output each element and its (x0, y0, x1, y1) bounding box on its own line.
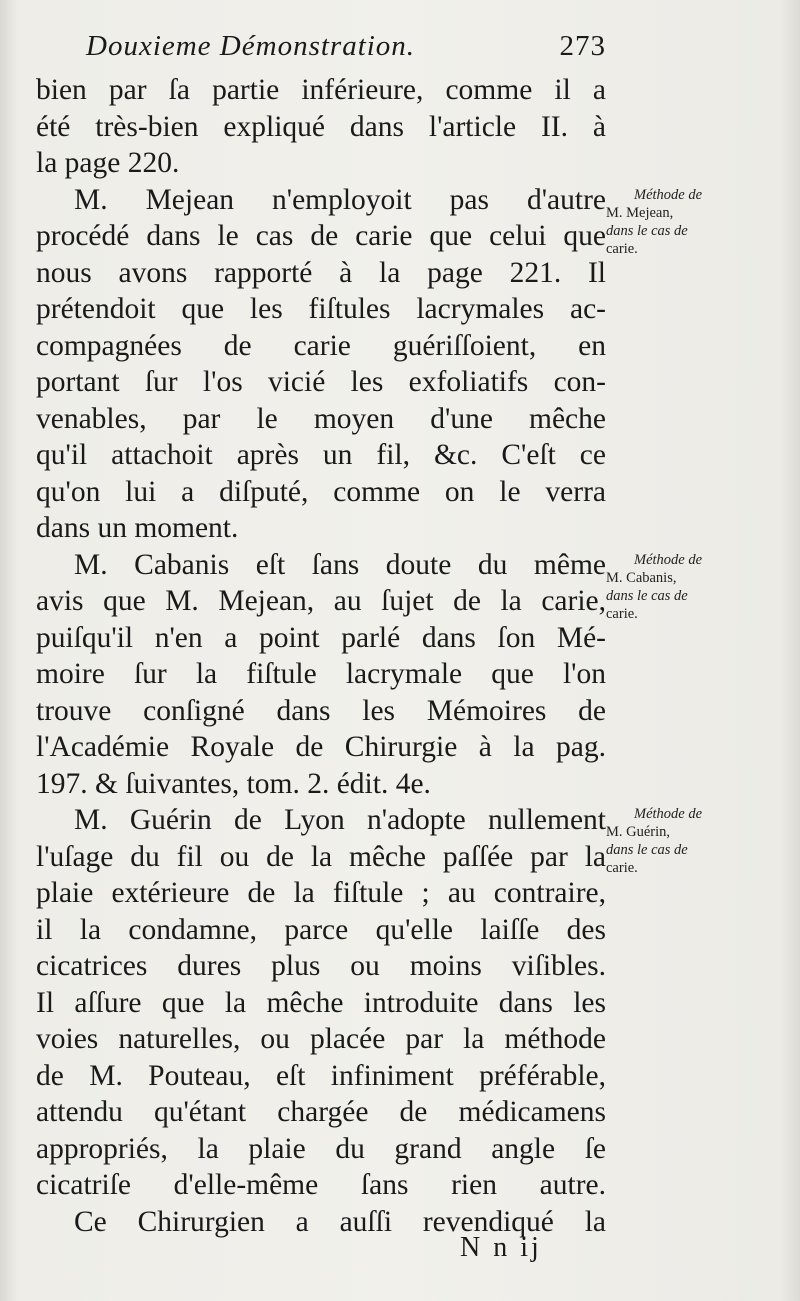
signature-mark: N n ij (460, 1232, 542, 1263)
body-text (36, 72, 606, 1240)
text-line: M. Cabanis eſt ſans doute du même (74, 548, 606, 581)
text-line: Il aſſure que la mêche introduite dans les (36, 986, 606, 1019)
margin-note-line: M. Mejean, (606, 205, 674, 221)
header-title: Douxieme Démonstration. (86, 30, 416, 62)
text-line: compagnées de carie guériſſoient, en (36, 329, 606, 362)
text-line: l'uſage du fil ou de la mêche paſſée par la (36, 840, 606, 873)
margin-note-line: Méthode de (634, 187, 703, 203)
text-line: trouve conſigné dans les Mémoires de (36, 694, 606, 727)
text-line: qu'on lui a diſputé, comme on le verra (36, 475, 606, 508)
text-line: cicatrices dures plus ou moins viſibles. (36, 950, 606, 982)
text-line: de M. Pouteau, eſt infiniment préférable, (36, 1059, 606, 1092)
text-line: 197. & ſuivantes, tom. 2. édit. 4e. (36, 767, 431, 800)
margin-note-guerin (606, 805, 766, 877)
margin-note-line: Méthode de (634, 552, 703, 568)
margin-note-line: carie. (606, 860, 638, 876)
text-line: bien par ſa partie inférieure, comme il a (36, 74, 606, 106)
text-line: nous avons rapporté à la page 221. Il (36, 256, 606, 289)
margin-note-line: carie. (606, 606, 638, 622)
text-line: qu'il attachoit après un fil, &c. C'eſt ce (36, 439, 606, 471)
text-line: dans un moment. (36, 512, 239, 544)
margin-note-line: dans le cas de (606, 223, 688, 239)
text-line: appropriés, la plaie du grand angle ſe (36, 1132, 606, 1165)
margin-note-line: M. Cabanis, (606, 570, 677, 586)
text-line: puiſqu'il n'en a point parlé dans ſon Mé- (36, 621, 606, 654)
text-line: portant ſur l'os vicié les exfoliatifs con- (36, 366, 606, 398)
text-line: été très-bien expliqué dans l'article II. à (36, 110, 606, 143)
text-line: avis que M. Mejean, au ſujet de la carie, (36, 585, 606, 617)
text-line: plaie extérieure de la fiſtule ; au contraire, (36, 877, 606, 909)
text-line: procédé dans le cas de carie que celui que (36, 220, 606, 252)
text-line: cicatriſe d'elle-même ſans rien autre. (36, 1169, 606, 1201)
margin-note-line: dans le cas de (606, 588, 688, 604)
margin-note-line: M. Guérin, (606, 824, 671, 840)
text-line: moire ſur la fiſtule lacrymale que l'on (36, 658, 606, 690)
page-number: 273 (559, 30, 606, 62)
text-line: venables, par le moyen d'une mêche (36, 402, 606, 435)
text-line: attendu qu'étant chargée de médicamens (36, 1096, 606, 1128)
margin-note-mejean (606, 186, 766, 258)
margin-note-line: Méthode de (634, 806, 703, 822)
text-line: la page 220. (36, 147, 180, 179)
margin-note-cabanis (606, 551, 766, 623)
margin-note-line: carie. (606, 241, 638, 257)
text-line: prétendoit que les fiſtules lacrymales ac- (36, 293, 606, 325)
text-line: M. Mejean n'employoit pas d'autre (74, 183, 606, 216)
margin-note-line: dans le cas de (606, 842, 688, 858)
text-line: M. Guérin de Lyon n'adopte nullement (74, 804, 606, 836)
text-line: l'Académie Royale de Chirurgie à la pag. (36, 731, 606, 763)
text-line: Ce Chirurgien a auſſi revendiqué la (74, 1205, 606, 1238)
running-header (86, 30, 606, 70)
text-line: voies naturelles, ou placée par la méthode (36, 1023, 606, 1055)
text-line: il la condamne, parce qu'elle laiſſe des (36, 913, 606, 946)
